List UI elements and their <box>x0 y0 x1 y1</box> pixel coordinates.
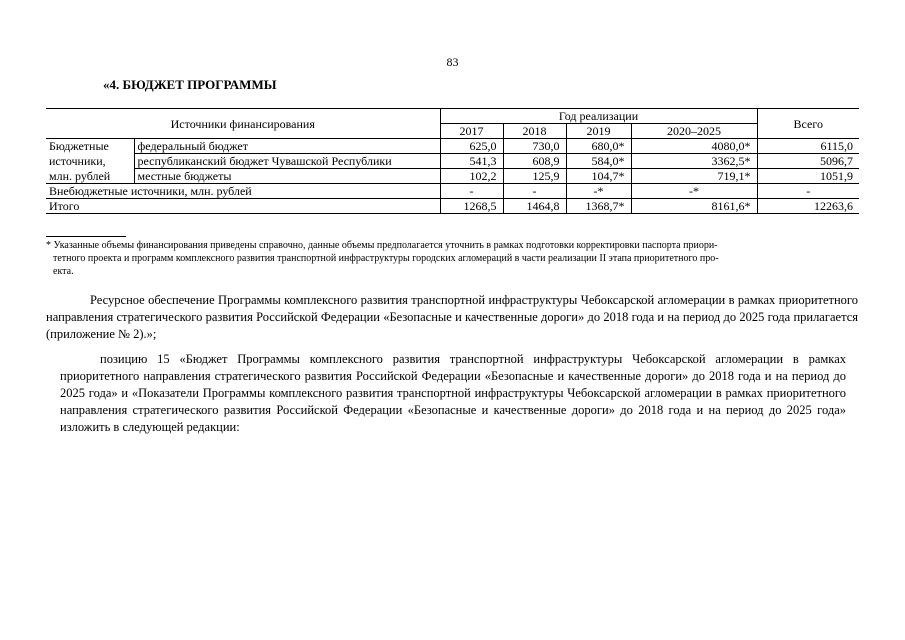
table-row <box>46 139 859 154</box>
table-header-row <box>46 109 859 124</box>
budget-group-label: Бюджетные <box>49 139 109 154</box>
paragraph-position-15: позицию 15 «Бюджет Программы комплексного развития транспортной инфраструктуры Чебоксарской агломерации в рамках приоритетного направления стратегического развития Российской Федерации «Безопасные и качественные дороги» до 2018 года и на период до 2025 года» и «Показатели Программы комплексного развития транспортной инфраструктуры Чебоксарской агломерации в рамках приоритетного направления стратегического развития Российской Федерации «Безопасные и качественные дороги» до 2018 года и на период до 2025 года» изложить в следующей редакции: <box>60 352 846 434</box>
cell-value: 1368,7* <box>566 199 631 214</box>
cell-value: - <box>757 184 859 199</box>
cell-value: - <box>440 184 503 199</box>
budget-group-label: источники, <box>49 154 106 168</box>
row-name: федеральный бюджет <box>134 139 440 154</box>
table-row <box>46 169 859 184</box>
cell-value: 104,7* <box>566 169 631 184</box>
header-total: Всего <box>757 109 859 139</box>
cell-value: 3362,5* <box>631 154 757 169</box>
cell-value: 584,0* <box>566 154 631 169</box>
row-name: Итого <box>46 199 440 214</box>
cell-value: 680,0* <box>566 139 631 154</box>
cell-value: 6115,0 <box>757 139 859 154</box>
cell-value: 719,1* <box>631 169 757 184</box>
header-year: 2017 <box>440 124 503 139</box>
footnote-line: * Указанные объемы финансирования приведены справочно, данные объемы предполагается уточнить в рамках подготовки корректировки паспорта приори- <box>46 240 718 251</box>
cell-value: 541,3 <box>440 154 503 169</box>
cell-value: 608,9 <box>503 154 566 169</box>
row-name: местные бюджеты <box>134 169 440 184</box>
table-row <box>46 154 859 169</box>
cell-value: 730,0 <box>503 139 566 154</box>
cell-value: - <box>503 184 566 199</box>
header-year: 2019 <box>566 124 631 139</box>
cell-value: 102,2 <box>440 169 503 184</box>
footnote-line: тетного проекта и программ комплексного развития транспортной инфраструктуры городских агломераций в части реализации II этапа приоритетного про- <box>53 253 719 264</box>
cell-value: 4080,0* <box>631 139 757 154</box>
row-name: республиканский бюджет Чувашской Республики <box>134 154 440 169</box>
cell-value: 1051,9 <box>757 169 859 184</box>
header-sources: Источники финансирования <box>46 109 440 139</box>
footnote-rule <box>46 236 126 237</box>
header-year: 2020–2025 <box>631 124 757 139</box>
cell-value: 12263,6 <box>757 199 859 214</box>
header-year-group: Год реализации <box>440 109 757 124</box>
cell-value: 625,0 <box>440 139 503 154</box>
cell-value: 5096,7 <box>757 154 859 169</box>
footnote <box>46 239 858 278</box>
table-row-offbudget <box>46 184 859 199</box>
cell-value: -* <box>566 184 631 199</box>
section-title: «4. БЮДЖЕТ ПРОГРАММЫ <box>103 77 277 92</box>
budget-table <box>46 108 859 214</box>
paragraph-resources: Ресурсное обеспечение Программы комплексного развития транспортной инфраструктуры Чебоксарской агломерации в рамках приоритетного направления стратегического развития Российской Федерации «Безопасные и качественные дороги» до 2018 года и на период до 2025 года прилагается (приложение № 2).»; <box>46 293 858 341</box>
cell-value: 1268,5 <box>440 199 503 214</box>
row-name: Внебюджетные источники, млн. рублей <box>46 184 440 199</box>
cell-value: -* <box>631 184 757 199</box>
table-row-total <box>46 199 859 214</box>
footnote-line: екта. <box>53 266 74 277</box>
cell-value: 8161,6* <box>631 199 757 214</box>
budget-group-label: млн. рублей <box>46 169 134 184</box>
cell-value: 125,9 <box>503 169 566 184</box>
cell-value: 1464,8 <box>503 199 566 214</box>
header-year: 2018 <box>503 124 566 139</box>
page-number: 83 <box>446 55 459 69</box>
